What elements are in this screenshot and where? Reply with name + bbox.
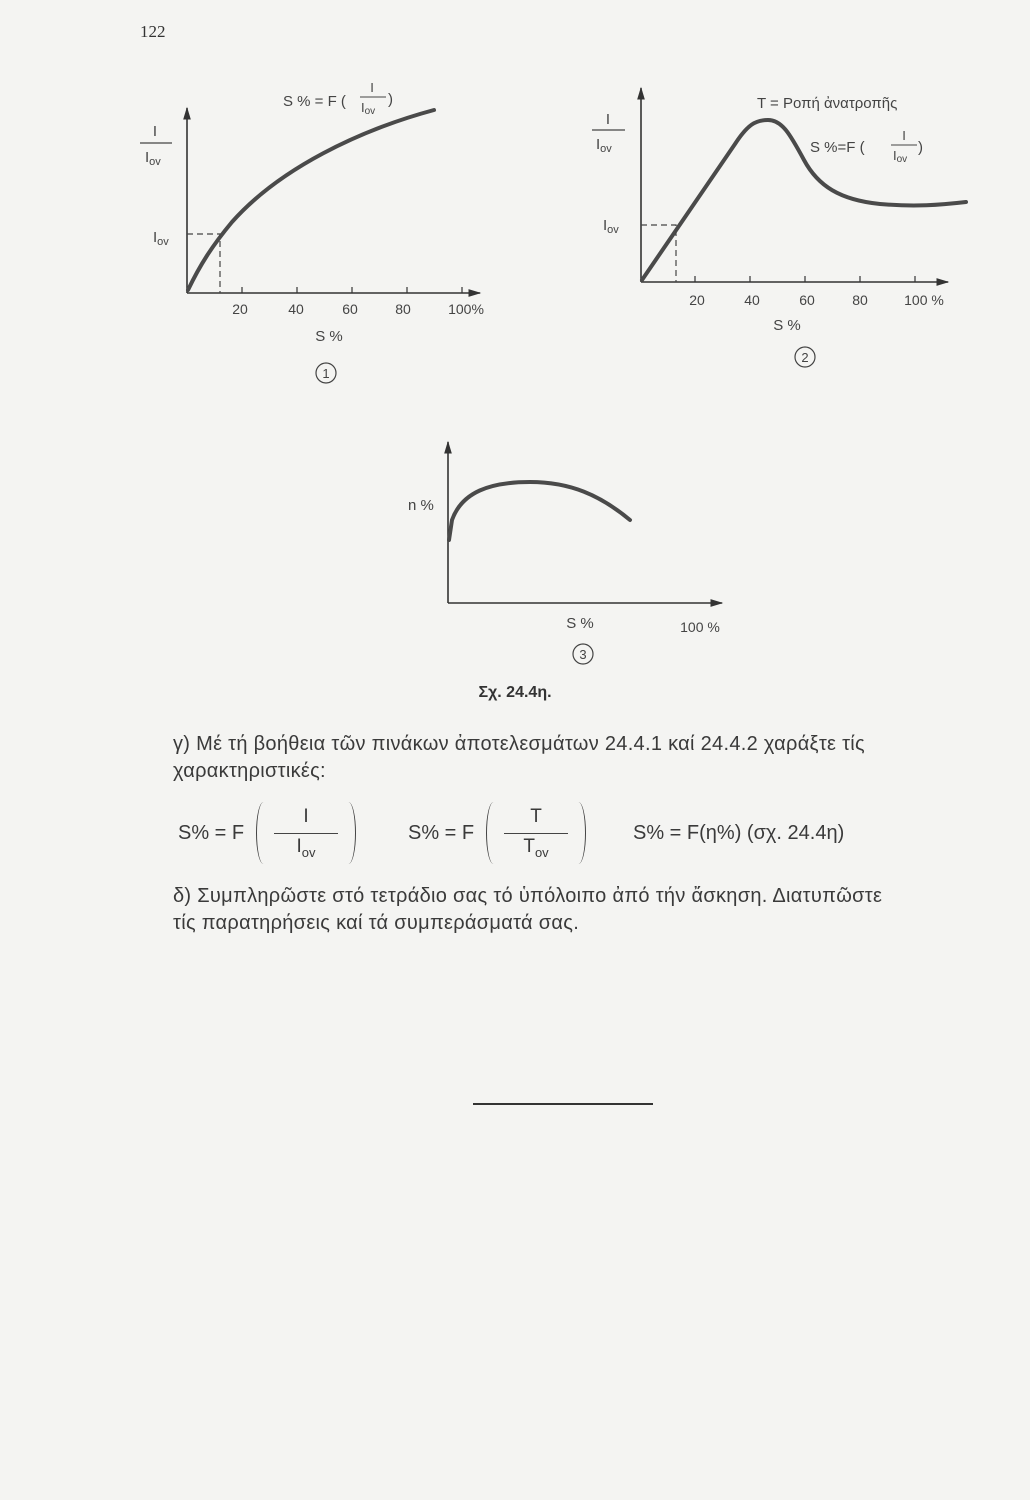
fraction-denominator: $T_{ov}$ [523, 836, 549, 860]
chart-2-curve-label-den: Iov [893, 148, 908, 165]
formula-current [178, 800, 368, 870]
paragraph-line: γ) Μέ τή βοήθεια τῶν πινάκων ἀποτελεσμάτων 24.4.1 καί 24.4.2 χαράξτε τίς [173, 733, 865, 755]
chart-3-curve [449, 482, 630, 540]
chart-2-curve-label-close: ) [918, 139, 923, 156]
chart-1-x-tick-label: 60 [342, 301, 358, 317]
chart-2-x-tick-marks [695, 276, 915, 282]
chart-2-curve-label-num: I [902, 128, 906, 143]
chart-2 [592, 88, 966, 367]
chart-2-y-marker: $I_{ov}$ [603, 217, 619, 236]
chart-3-x-label: S % [566, 615, 594, 632]
formula-torque [408, 800, 598, 870]
fraction-numerator: I [303, 806, 309, 827]
chart-1-y-label-num: I [152, 123, 158, 140]
chart-2-x-tick-label: 60 [799, 292, 815, 308]
page-number: 122 [140, 22, 166, 41]
paragraph-line: τίς παρατηρήσεις καί τά συμπεράσματά σας. [173, 912, 580, 934]
formula-text: S% = F(η%) (σχ. 24.4η) [633, 822, 845, 844]
formula-fraction [486, 800, 586, 870]
chart-2-x-tick-label: 80 [852, 292, 868, 308]
chart-3-y-label: n % [408, 497, 434, 514]
chart-1-x-tick-label: 80 [395, 301, 411, 317]
chart-1-y-marker: $I_{ov}$ [153, 229, 169, 248]
chart-2-x-label: S % [773, 317, 801, 334]
chart-2-y-label-den: $I_{ov}$ [596, 136, 612, 155]
chart-1-curve-label-close: ) [388, 91, 393, 108]
chart-2-index: 2 [801, 350, 809, 365]
chart-1-x-label: S % [315, 328, 343, 345]
fraction-denominator: $I_{ov}$ [296, 836, 316, 860]
chart-2-top-label: T = Ροπή ἀνατροπῆς [757, 95, 898, 112]
formula-lhs: S% = F [178, 822, 245, 844]
paragraph-gamma [173, 731, 993, 785]
chart-1-x-tick-label: 40 [288, 301, 304, 317]
chart-2-y-label-num: I [605, 111, 611, 128]
chart-2-curve-label: S %=F ( [810, 139, 865, 156]
section-end-rule [473, 1103, 653, 1105]
chart-2-x-tick-label: 20 [689, 292, 705, 308]
paragraph-line: χαρακτηριστικές: [173, 760, 326, 782]
paragraph-line: δ) Συμπληρῶστε στό τετράδιο σας τό ὑπόλοιπο ἀπό τήν ἄσκηση. Διατυπῶστε [173, 885, 883, 907]
chart-3 [408, 442, 722, 664]
chart-1-x-tick-label: 100% [448, 301, 484, 317]
figure-caption: Σχ. 24.4η. [478, 684, 552, 701]
chart-1-curve-label-den: Iov [361, 100, 376, 117]
chart-1-x-tick-label: 20 [232, 301, 248, 317]
paragraph-delta [173, 883, 993, 937]
chart-1-curve [188, 110, 434, 290]
figure-24-4h [0, 0, 1030, 680]
chart-1-x-tick-marks [242, 287, 462, 293]
chart-2-x-tick-label: 100 % [904, 292, 944, 308]
chart-1-index: 1 [322, 366, 330, 381]
chart-1-curve-label: S % = F ( [283, 93, 346, 110]
chart-1-curve-label-num: I [370, 80, 374, 95]
chart-2-x-tick-label: 40 [744, 292, 760, 308]
formula-efficiency [633, 800, 913, 870]
chart-3-index: 3 [579, 647, 587, 662]
formula-lhs: S% = F [408, 822, 475, 844]
formula-fraction [256, 800, 356, 870]
chart-1-y-label-den: $I_{ov}$ [145, 149, 161, 168]
fraction-numerator: T [530, 806, 542, 827]
chart-3-x-end-label: 100 % [680, 619, 720, 635]
chart-1 [140, 80, 484, 383]
